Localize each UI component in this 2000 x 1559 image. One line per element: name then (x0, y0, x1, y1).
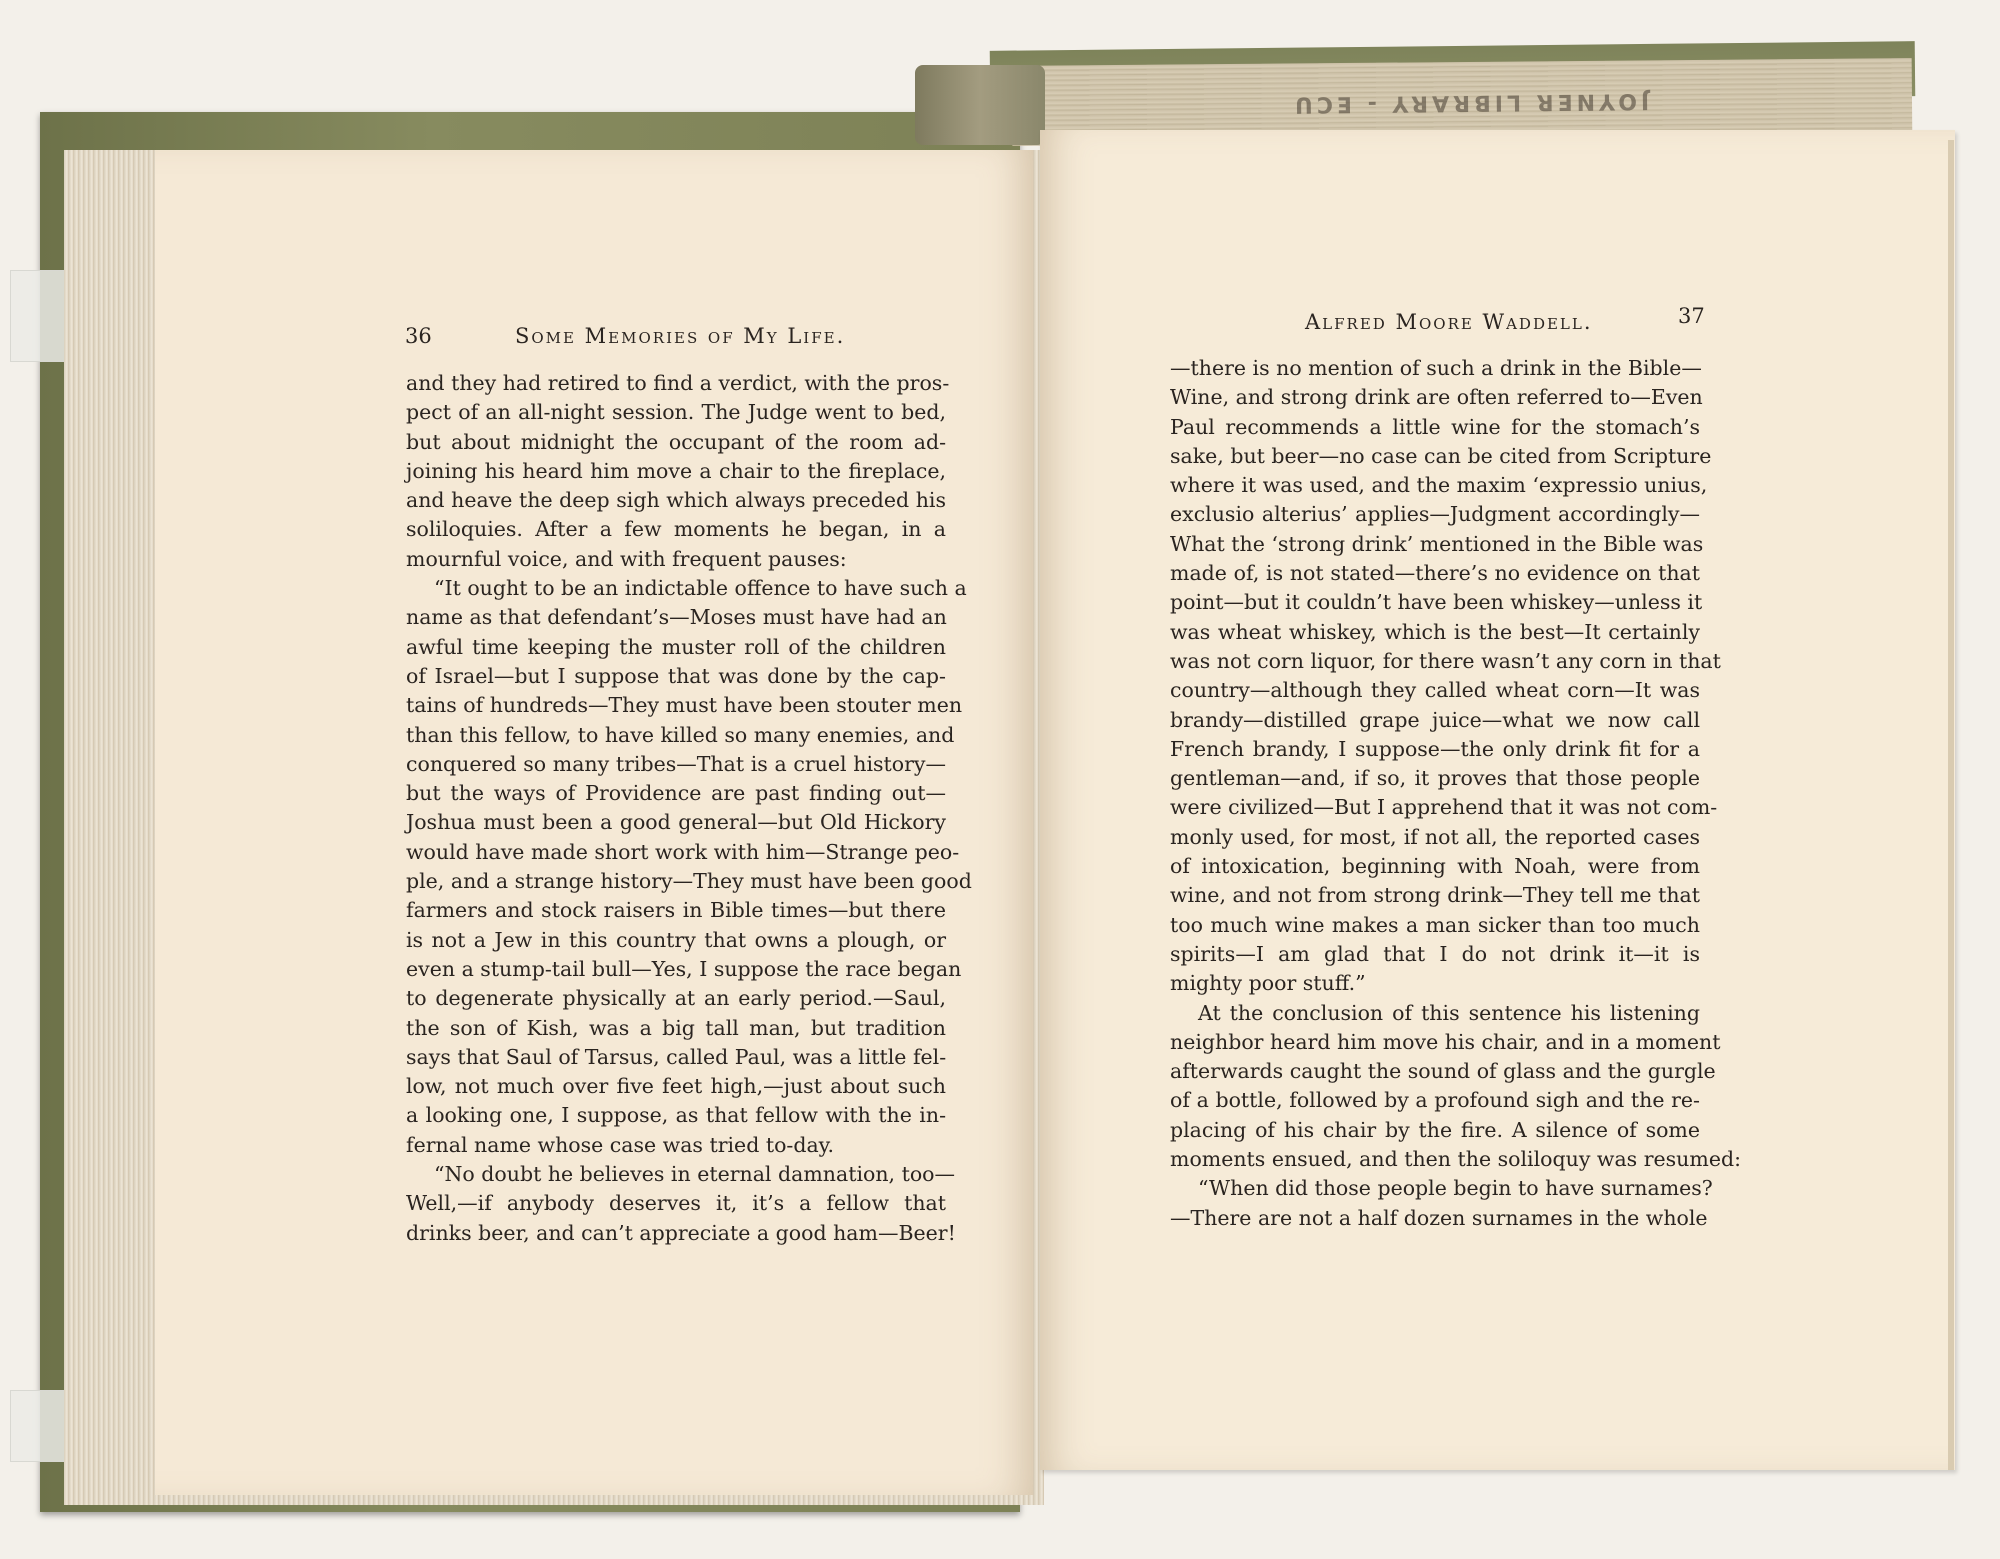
text-line: sake, but beer—no case can be cited from Scripture (1170, 443, 1712, 468)
text-line: and heave the deep sigh which always preceded his (406, 488, 946, 513)
text-line: but about midnight the occupant of the room ad- (406, 429, 946, 454)
text-line: where it was used, and the maxim ‘expressio unius, (1170, 473, 1708, 498)
text-line: to degenerate physically at an early period.—Saul, (406, 986, 946, 1011)
text-line: the son of Kish, was a big tall man, but tradition (406, 1015, 946, 1040)
text-line: was wheat whiskey, which is the best—It certainly (1170, 619, 1700, 644)
text-line: fernal name whose case was tried to-day. (406, 1132, 835, 1157)
text-line: were civilized—But I apprehend that it was not com- (1170, 795, 1718, 820)
text-line: exclusio alterius’ applies—Judgment accordingly— (1170, 502, 1700, 527)
text-line: name as that defendant’s—Moses must have had an (406, 605, 947, 630)
text-line: placing of his chair by the fire. A silence of some (1170, 1117, 1700, 1142)
text-line: monly used, for most, if not all, the reported cases (1170, 824, 1700, 849)
text-line: gentleman—and, if so, it proves that those people (1170, 766, 1700, 791)
text-line: What the ‘strong drink’ mentioned in the Bible was (1170, 531, 1704, 556)
text-line: drinks beer, and can’t appreciate a good ham—Beer! (406, 1220, 956, 1245)
left-running-head-text: Some Memories of My Life. (515, 324, 846, 348)
text-line: At the conclusion of this sentence his listening (1198, 1000, 1700, 1025)
text-line: Paul recommends a little wine for the stomach’s (1170, 414, 1700, 439)
text-line: —There are not a half dozen surnames in the whole (1170, 1205, 1708, 1230)
text-line: mighty poor stuff.” (1170, 971, 1366, 996)
right-page-edge (1948, 140, 1954, 1470)
text-line: soliloquies. After a few moments he began, in a (406, 517, 946, 542)
tape-strip (10, 270, 72, 362)
text-line: “When did those people begin to have surnames? (1198, 1176, 1713, 1201)
text-line: “It ought to be an indictable offence to have such a (434, 576, 967, 601)
text-line: low, not much over five feet high,—just about such (406, 1074, 946, 1099)
text-line: wine, and not from strong drink—They tell me that (1170, 883, 1700, 908)
text-line: tains of hundreds—They must have been stouter men (406, 693, 963, 718)
text-line: —there is no mention of such a drink in the Bible— (1170, 356, 1702, 380)
text-line: joining his heard him move a chair to the fireplace, (406, 458, 946, 483)
left-page-number: 36 (405, 324, 432, 348)
book-spine (915, 65, 1045, 145)
text-line: but the ways of Providence are past finding out— (406, 781, 946, 806)
text-line: country—although they called wheat corn—It was (1170, 678, 1700, 703)
text-line: neighbor heard him move his chair, and in a moment (1170, 1029, 1721, 1054)
library-stamp: JOYNER LIBRARY - ECU (1290, 88, 1650, 117)
text-line: brandy—distilled grape juice—what we now call (1170, 707, 1700, 732)
text-line: mournful voice, and with frequent pauses: (406, 546, 847, 571)
text-line: Wine, and strong drink are often referred to—Even (1170, 385, 1703, 410)
text-line: of Israel—but I suppose that was done by the cap- (406, 663, 946, 688)
left-running-head (515, 324, 845, 348)
text-line: French brandy, I suppose—the only drink fit for a (1170, 736, 1700, 761)
text-line: than this fellow, to have killed so many enemies, and (406, 722, 955, 747)
text-line: Joshua must been a good general—but Old Hickory (406, 810, 946, 835)
text-line: point—but it couldn’t have been whiskey—unless it (1170, 590, 1703, 615)
right-page-number: 37 (1678, 304, 1705, 328)
text-line: farmers and stock raisers in Bible times—but there (406, 898, 946, 923)
text-line: would have made short work with him—Strange peo- (406, 839, 960, 864)
right-running-head (1305, 310, 1593, 334)
text-line: awful time keeping the muster roll of the children (406, 634, 946, 659)
text-line: “No doubt he believes in eternal damnation, too— (434, 1162, 955, 1187)
tape-strip (10, 1390, 72, 1462)
text-line: of intoxication, beginning with Noah, were from (1170, 854, 1700, 879)
text-line: a looking one, I suppose, as that fellow with the in- (406, 1103, 946, 1128)
text-line: says that Saul of Tarsus, called Paul, was a little fel- (406, 1044, 947, 1069)
text-line: conquered so many tribes—That is a cruel history— (406, 751, 946, 776)
text-line: made of, is not stated—there’s no evidence on that (1170, 561, 1700, 586)
text-line: even a stump-tail bull—Yes, I suppose the race began (406, 956, 962, 981)
text-line: is not a Jew in this country that owns a plough, or (406, 927, 946, 952)
text-line: Well,—if anybody deserves it, it’s a fellow that (406, 1191, 946, 1216)
text-line: pect of an all-night session. The Judge went to bed, (406, 400, 946, 425)
text-line: moments ensued, and then the soliloquy was resumed: (1170, 1147, 1741, 1172)
text-line: of a bottle, followed by a profound sigh and the re- (1170, 1088, 1700, 1113)
text-line: afterwards caught the sound of glass and the gurgle (1170, 1059, 1716, 1084)
text-line: was not corn liquor, for there wasn’t any corn in that (1170, 648, 1721, 673)
text-line: spirits—I am glad that I do not drink it—it is (1170, 941, 1700, 966)
right-running-head-text: Alfred Moore Waddell. (1305, 310, 1593, 334)
left-page-body (406, 369, 972, 1248)
text-line: too much wine makes a man sicker than too much (1170, 912, 1700, 937)
text-line: ple, and a strange history—They must have been good (406, 869, 972, 894)
right-page-body (1170, 354, 1741, 1233)
text-line: and they had retired to find a verdict, with the pros- (406, 371, 950, 395)
